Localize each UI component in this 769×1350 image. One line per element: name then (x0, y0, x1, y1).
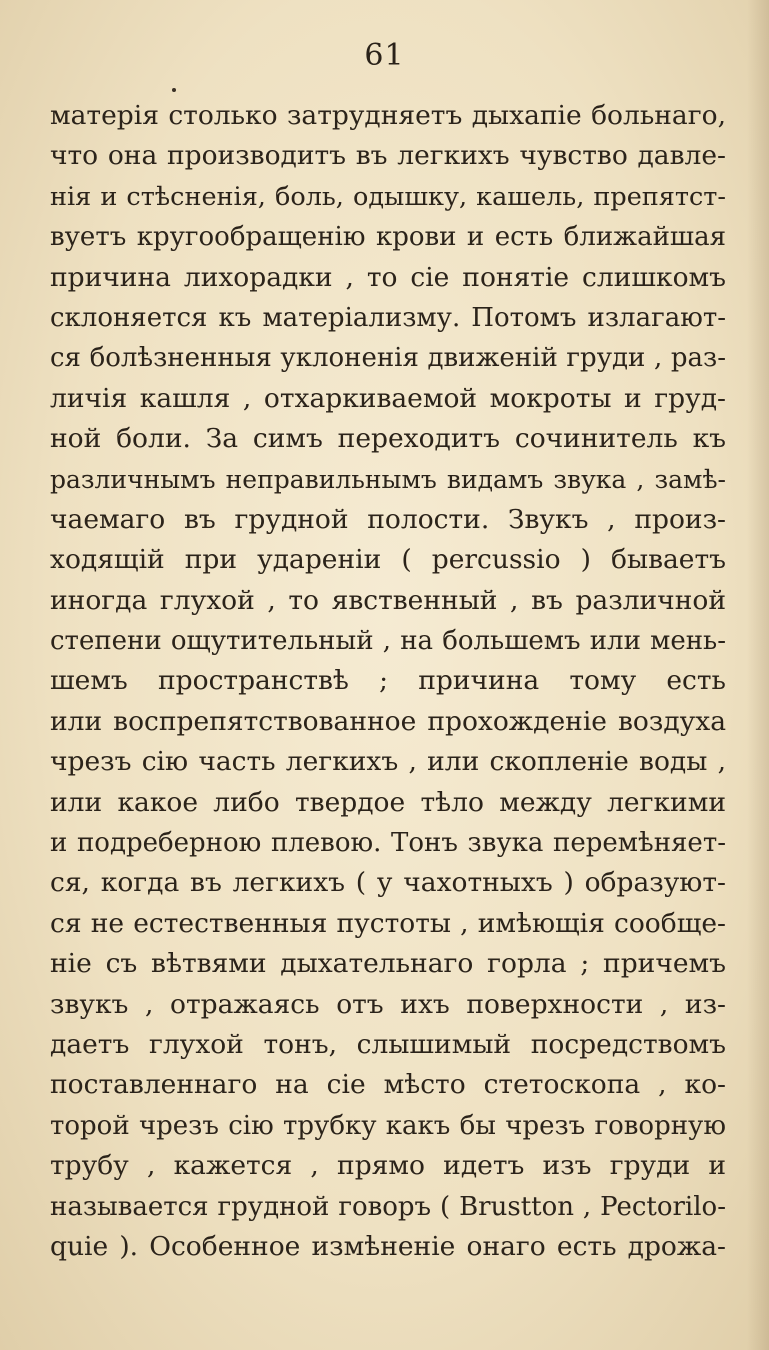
text-line: ніе съ вѣтвями дыхательнаго горла ; причемъ (50, 948, 726, 980)
text-line: иногда глухой , то явственный , въ различной (50, 584, 726, 616)
text-line: матерія столько затрудняетъ дыхапіе больнаго, (50, 100, 726, 131)
text-line: называется грудной говоръ ( Brustton , Pectorilo- (50, 1191, 726, 1222)
text-line: шемъ пространствѣ ; причина тому есть (50, 665, 726, 697)
text-line: поставленнаго на сіе мѣсто стетоскопа , ко- (50, 1069, 726, 1101)
text-line: ся не естественныя пустоты , имѣющія сообще- (50, 907, 726, 939)
text-line: ся, когда въ легкихъ ( у чахотныхъ ) образуют- (50, 867, 726, 899)
text-line: ходящій при удареніи ( percussio ) бываетъ (50, 544, 726, 576)
text-line: даетъ глухой тонъ, слышимый посредствомъ (50, 1028, 726, 1060)
text-line: звукъ , отражаясь отъ ихъ поверхности , из- (50, 988, 726, 1020)
text-line: степени ощутительный , на большемъ или мень- (50, 626, 726, 657)
text-line: личія кашля , отхаркиваемой мокроты и груд- (50, 382, 726, 414)
text-line: торой чрезъ сію трубку какъ бы чрезъ говорную (50, 1110, 726, 1141)
body-text (50, 96, 726, 1267)
text-line: трубу , кажется , прямо идетъ изъ груди и (50, 1150, 726, 1182)
page-edge-shadow (747, 0, 769, 1350)
ink-speck (172, 88, 176, 92)
text-line: или воспрепятствованное прохожденіе воздуха (50, 705, 726, 737)
text-line: различнымъ неправильнымъ видамъ звука , замѣ- (50, 464, 726, 494)
text-line: вуетъ кругообращенію крови и есть ближайшая (50, 222, 726, 253)
text-line: что она производитъ въ легкихъ чувство давле- (50, 140, 726, 172)
text-line: quie ). Особенное измѣненіе онаго есть дрожа- (50, 1230, 726, 1262)
text-line: нія и стѣсненія, боль, одышку, кашель, препятст- (50, 181, 726, 212)
page-number: 61 (364, 38, 405, 73)
text-line: ной боли. За симъ переходитъ сочинитель къ (50, 423, 726, 455)
text-line: или какое либо твердое тѣло между легкими (50, 786, 726, 818)
text-line: чаемаго въ грудной полости. Звукъ , произ- (50, 503, 726, 535)
text-line: склоняется къ матеріализму. Потомъ излагают- (50, 302, 726, 333)
text-line: причина лихорадки , то сіе понятіе слишкомъ (50, 261, 726, 293)
text-line: чрезъ сію часть легкихъ , или скопленіе воды , (50, 746, 726, 778)
text-line: ся болѣзненныя уклоненія движеній груди , раз- (50, 343, 726, 374)
text-line: и подреберною плевою. Тонъ звука перемѣняет- (50, 828, 726, 859)
